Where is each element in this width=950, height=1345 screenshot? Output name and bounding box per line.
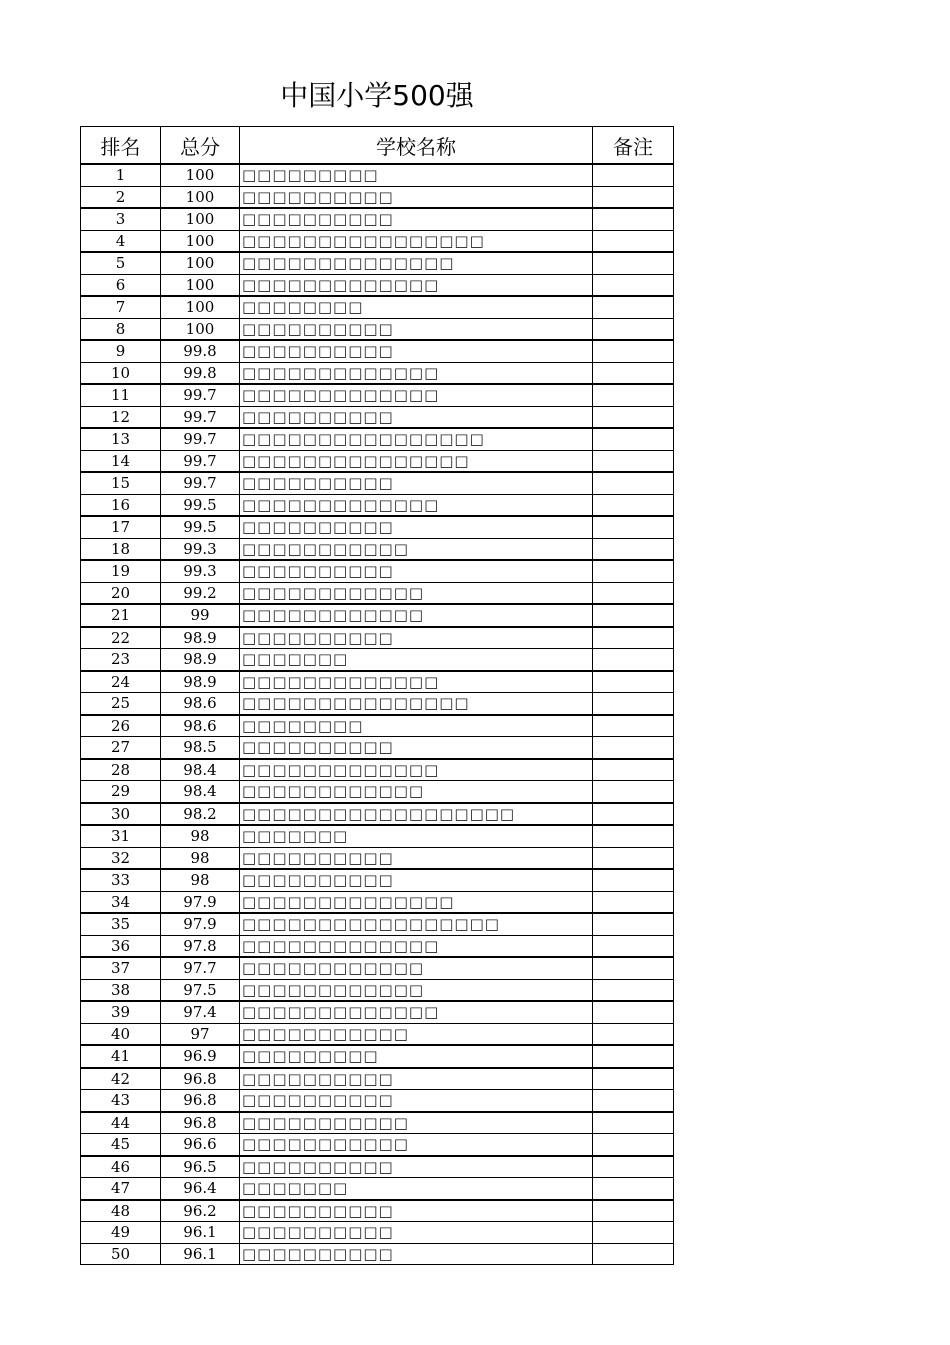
school-name-cell: □□□□□□□□□□□ [240,1134,593,1156]
school-name-cell: □□□□□□□□□□ [240,472,593,494]
header-school-name: 学校名称 [240,127,593,165]
school-name-cell: □□□□□□□ [240,649,593,671]
score-cell: 97 [161,1023,240,1045]
score-cell: 98 [161,847,240,869]
rank-cell: 25 [81,693,161,715]
rank-cell: 12 [81,406,161,428]
rank-cell: 37 [81,957,161,979]
rank-cell: 18 [81,538,161,560]
remarks-cell [593,252,674,274]
rank-cell: 32 [81,847,161,869]
table-row [81,649,674,671]
school-name-cell: □□□□□□□ [240,825,593,847]
header-score: 总分 [161,127,240,165]
rank-cell: 22 [81,627,161,649]
score-cell: 99.7 [161,450,240,472]
school-name-cell: □□□□□□□□□ [240,164,593,186]
score-cell: 99.7 [161,406,240,428]
remarks-cell [593,362,674,384]
table-row [81,362,674,384]
remarks-cell [593,1023,674,1045]
remarks-cell [593,186,674,208]
score-cell: 100 [161,296,240,318]
rank-cell: 43 [81,1090,161,1112]
table-row [81,715,674,737]
remarks-cell [593,1243,674,1265]
remarks-cell [593,340,674,362]
table-row [81,1090,674,1112]
school-name-cell: □□□□□□□□□□□□ [240,979,593,1001]
rank-cell: 26 [81,715,161,737]
remarks-cell [593,671,674,693]
remarks-cell [593,230,674,252]
rank-cell: 15 [81,472,161,494]
remarks-cell [593,450,674,472]
remarks-cell [593,935,674,957]
table-row [81,296,674,318]
rank-cell: 46 [81,1156,161,1178]
table-row [81,1112,674,1134]
rank-cell: 16 [81,494,161,516]
school-name-cell: □□□□□□□□□□□□□ [240,671,593,693]
rank-cell: 4 [81,230,161,252]
score-cell: 99.8 [161,362,240,384]
school-name-cell: □□□□□□□□□□□ [240,1112,593,1134]
table-row [81,913,674,935]
rank-cell: 20 [81,582,161,604]
score-cell: 96.4 [161,1178,240,1200]
score-cell: 98.4 [161,781,240,803]
remarks-cell [593,1045,674,1068]
remarks-cell [593,1200,674,1222]
remarks-cell [593,472,674,494]
header-rank: 排名 [81,127,161,165]
table-row [81,1134,674,1156]
score-cell: 99.8 [161,340,240,362]
table-row [81,781,674,803]
remarks-cell [593,428,674,450]
table-row [81,340,674,362]
remarks-cell [593,538,674,560]
score-cell: 98.9 [161,671,240,693]
table-row [81,428,674,450]
table-row [81,538,674,560]
remarks-cell [593,825,674,847]
school-name-cell: □□□□□□□□□□ [240,847,593,869]
remarks-cell [593,957,674,979]
table-row [81,957,674,979]
remarks-cell [593,891,674,913]
score-cell: 98.4 [161,759,240,781]
rank-cell: 40 [81,1023,161,1045]
school-name-cell: □□□□□□□□□□ [240,186,593,208]
score-cell: 98 [161,825,240,847]
table-row [81,1243,674,1265]
rank-cell: 13 [81,428,161,450]
remarks-cell [593,1112,674,1134]
score-cell: 98.9 [161,649,240,671]
school-name-cell: □□□□□□□□□□□□ [240,604,593,627]
remarks-cell [593,560,674,582]
school-name-cell: □□□□□□□□□□□□□ [240,384,593,406]
remarks-cell [593,296,674,318]
school-name-cell: □□□□□□□□ [240,715,593,737]
school-name-cell: □□□□□□□□□□ [240,560,593,582]
school-name-cell: □□□□□□□□□□ [240,406,593,428]
score-cell: 96.6 [161,1134,240,1156]
remarks-cell [593,318,674,340]
page-title: 中国小学500强 [280,79,474,112]
table-row [81,604,674,627]
table-row [81,516,674,538]
school-name-cell: □□□□□□□□□□ [240,208,593,230]
remarks-cell [593,494,674,516]
school-name-cell: □□□□□□□□□□□ [240,538,593,560]
school-name-cell: □□□□□□□□□□ [240,1156,593,1178]
remarks-cell [593,384,674,406]
school-name-cell: □□□□□□□□ [240,296,593,318]
rank-cell: 49 [81,1222,161,1244]
school-name-cell: □□□□□□□□□□ [240,1068,593,1090]
score-cell: 96.8 [161,1068,240,1090]
table-row [81,1156,674,1178]
table-row [81,230,674,252]
table-row [81,803,674,826]
score-cell: 96.1 [161,1243,240,1265]
school-name-cell: □□□□□□□□□□□□ [240,957,593,979]
remarks-cell [593,1178,674,1200]
rank-cell: 11 [81,384,161,406]
table-row [81,1222,674,1244]
score-cell: 100 [161,164,240,186]
rank-cell: 30 [81,803,161,826]
table-row [81,869,674,891]
table-row [81,472,674,494]
score-cell: 99.7 [161,428,240,450]
score-cell: 98 [161,869,240,891]
score-cell: 96.9 [161,1045,240,1068]
score-cell: 100 [161,318,240,340]
remarks-cell [593,208,674,230]
score-cell: 98.9 [161,627,240,649]
school-name-cell: □□□□□□□□□□□□□ [240,274,593,296]
rank-cell: 29 [81,781,161,803]
score-cell: 98.2 [161,803,240,826]
rank-cell: 21 [81,604,161,627]
school-name-cell: □□□□□□□□□□ [240,627,593,649]
school-name-cell: □□□□□□□□□□□□□ [240,494,593,516]
school-name-cell: □□□□□□□□□□□□□□ [240,891,593,913]
table-row [81,252,674,274]
score-cell: 96.2 [161,1200,240,1222]
score-cell: 100 [161,274,240,296]
rank-cell: 6 [81,274,161,296]
rank-cell: 8 [81,318,161,340]
school-name-cell: □□□□□□□□□□□□ [240,781,593,803]
table-row [81,825,674,847]
remarks-cell [593,1001,674,1023]
table-row [81,450,674,472]
remarks-cell [593,164,674,186]
rank-cell: 38 [81,979,161,1001]
table-row [81,693,674,715]
score-cell: 99 [161,604,240,627]
remarks-cell [593,1222,674,1244]
table-row [81,384,674,406]
rank-cell: 7 [81,296,161,318]
rank-cell: 31 [81,825,161,847]
school-name-cell: □□□□□□□□□□□□□ [240,362,593,384]
school-name-cell: □□□□□□□□□□ [240,516,593,538]
school-name-cell: □□□□□□□□□□ [240,1243,593,1265]
score-cell: 100 [161,230,240,252]
table-row [81,164,674,186]
school-name-cell: □□□□□□□□□□ [240,737,593,759]
table-row [81,979,674,1001]
table-row [81,737,674,759]
rank-cell: 39 [81,1001,161,1023]
table-row [81,935,674,957]
remarks-cell [593,979,674,1001]
rank-cell: 19 [81,560,161,582]
remarks-cell [593,627,674,649]
table-row [81,208,674,230]
score-cell: 98.5 [161,737,240,759]
score-cell: 98.6 [161,715,240,737]
school-name-cell: □□□□□□□□□□□□□□□□□ [240,913,593,935]
score-cell: 99.7 [161,384,240,406]
remarks-cell [593,604,674,627]
school-name-cell: □□□□□□□□□□ [240,1222,593,1244]
score-cell: 99.5 [161,494,240,516]
table-row [81,1023,674,1045]
remarks-cell [593,516,674,538]
remarks-cell [593,715,674,737]
rank-cell: 1 [81,164,161,186]
rank-cell: 24 [81,671,161,693]
table-row [81,1068,674,1090]
remarks-cell [593,1090,674,1112]
rank-cell: 44 [81,1112,161,1134]
remarks-cell [593,1134,674,1156]
school-name-cell: □□□□□□□□□□□□□□□□ [240,428,593,450]
score-cell: 96.5 [161,1156,240,1178]
table-row [81,318,674,340]
table-row [81,494,674,516]
score-cell: 99.2 [161,582,240,604]
score-cell: 98.6 [161,693,240,715]
remarks-cell [593,406,674,428]
school-name-cell: □□□□□□□□□□□□□□□□□□ [240,803,593,826]
rank-cell: 9 [81,340,161,362]
score-cell: 99.3 [161,560,240,582]
remarks-cell [593,803,674,826]
score-cell: 100 [161,186,240,208]
rank-cell: 3 [81,208,161,230]
score-cell: 97.7 [161,957,240,979]
rank-cell: 23 [81,649,161,671]
score-cell: 97.9 [161,913,240,935]
remarks-cell [593,759,674,781]
score-cell: 96.1 [161,1222,240,1244]
school-name-cell: □□□□□□□□□□□□□□□□ [240,230,593,252]
score-cell: 100 [161,208,240,230]
school-name-cell: □□□□□□□□□□ [240,1200,593,1222]
remarks-cell [593,913,674,935]
table-row [81,627,674,649]
rank-cell: 10 [81,362,161,384]
table-row [81,406,674,428]
table-row [81,582,674,604]
table-row [81,671,674,693]
rank-cell: 5 [81,252,161,274]
remarks-cell [593,869,674,891]
score-cell: 96.8 [161,1112,240,1134]
header-remarks: 备注 [593,127,674,165]
rank-cell: 17 [81,516,161,538]
rank-cell: 47 [81,1178,161,1200]
rank-cell: 34 [81,891,161,913]
score-cell: 97.4 [161,1001,240,1023]
table-row [81,1200,674,1222]
remarks-cell [593,274,674,296]
table-row [81,186,674,208]
rank-cell: 35 [81,913,161,935]
rank-cell: 33 [81,869,161,891]
school-name-cell: □□□□□□□□□□□□□ [240,935,593,957]
score-cell: 97.5 [161,979,240,1001]
table-row [81,1001,674,1023]
table-row [81,1178,674,1200]
rank-cell: 45 [81,1134,161,1156]
score-cell: 97.9 [161,891,240,913]
school-name-cell: □□□□□□□□□□□□□ [240,1001,593,1023]
rank-cell: 14 [81,450,161,472]
table-body [81,164,674,1265]
ranking-table [80,126,674,1265]
school-name-cell: □□□□□□□□□□ [240,340,593,362]
score-cell: 99.3 [161,538,240,560]
score-cell: 99.5 [161,516,240,538]
remarks-cell [593,781,674,803]
remarks-cell [593,1068,674,1090]
table-row [81,759,674,781]
school-name-cell: □□□□□□□□□ [240,1045,593,1068]
header-row [81,127,674,165]
rank-cell: 48 [81,1200,161,1222]
score-cell: 99.7 [161,472,240,494]
table-row [81,1045,674,1068]
rank-cell: 42 [81,1068,161,1090]
remarks-cell [593,582,674,604]
remarks-cell [593,1156,674,1178]
table-row [81,891,674,913]
score-cell: 97.8 [161,935,240,957]
school-name-cell: □□□□□□□□□□□□□□□ [240,693,593,715]
school-name-cell: □□□□□□□ [240,1178,593,1200]
score-cell: 96.8 [161,1090,240,1112]
school-name-cell: □□□□□□□□□□ [240,869,593,891]
remarks-cell [593,693,674,715]
score-cell: 100 [161,252,240,274]
rank-cell: 50 [81,1243,161,1265]
rank-cell: 41 [81,1045,161,1068]
school-name-cell: □□□□□□□□□□□□□ [240,759,593,781]
table-row [81,847,674,869]
school-name-cell: □□□□□□□□□□ [240,318,593,340]
rank-cell: 27 [81,737,161,759]
school-name-cell: □□□□□□□□□□□ [240,1023,593,1045]
table-row [81,560,674,582]
school-name-cell: □□□□□□□□□□□□ [240,582,593,604]
school-name-cell: □□□□□□□□□□□□□□ [240,252,593,274]
school-name-cell: □□□□□□□□□□□□□□□ [240,450,593,472]
school-name-cell: □□□□□□□□□□ [240,1090,593,1112]
rank-cell: 28 [81,759,161,781]
table-row [81,274,674,296]
remarks-cell [593,737,674,759]
remarks-cell [593,649,674,671]
rank-cell: 36 [81,935,161,957]
rank-cell: 2 [81,186,161,208]
remarks-cell [593,847,674,869]
